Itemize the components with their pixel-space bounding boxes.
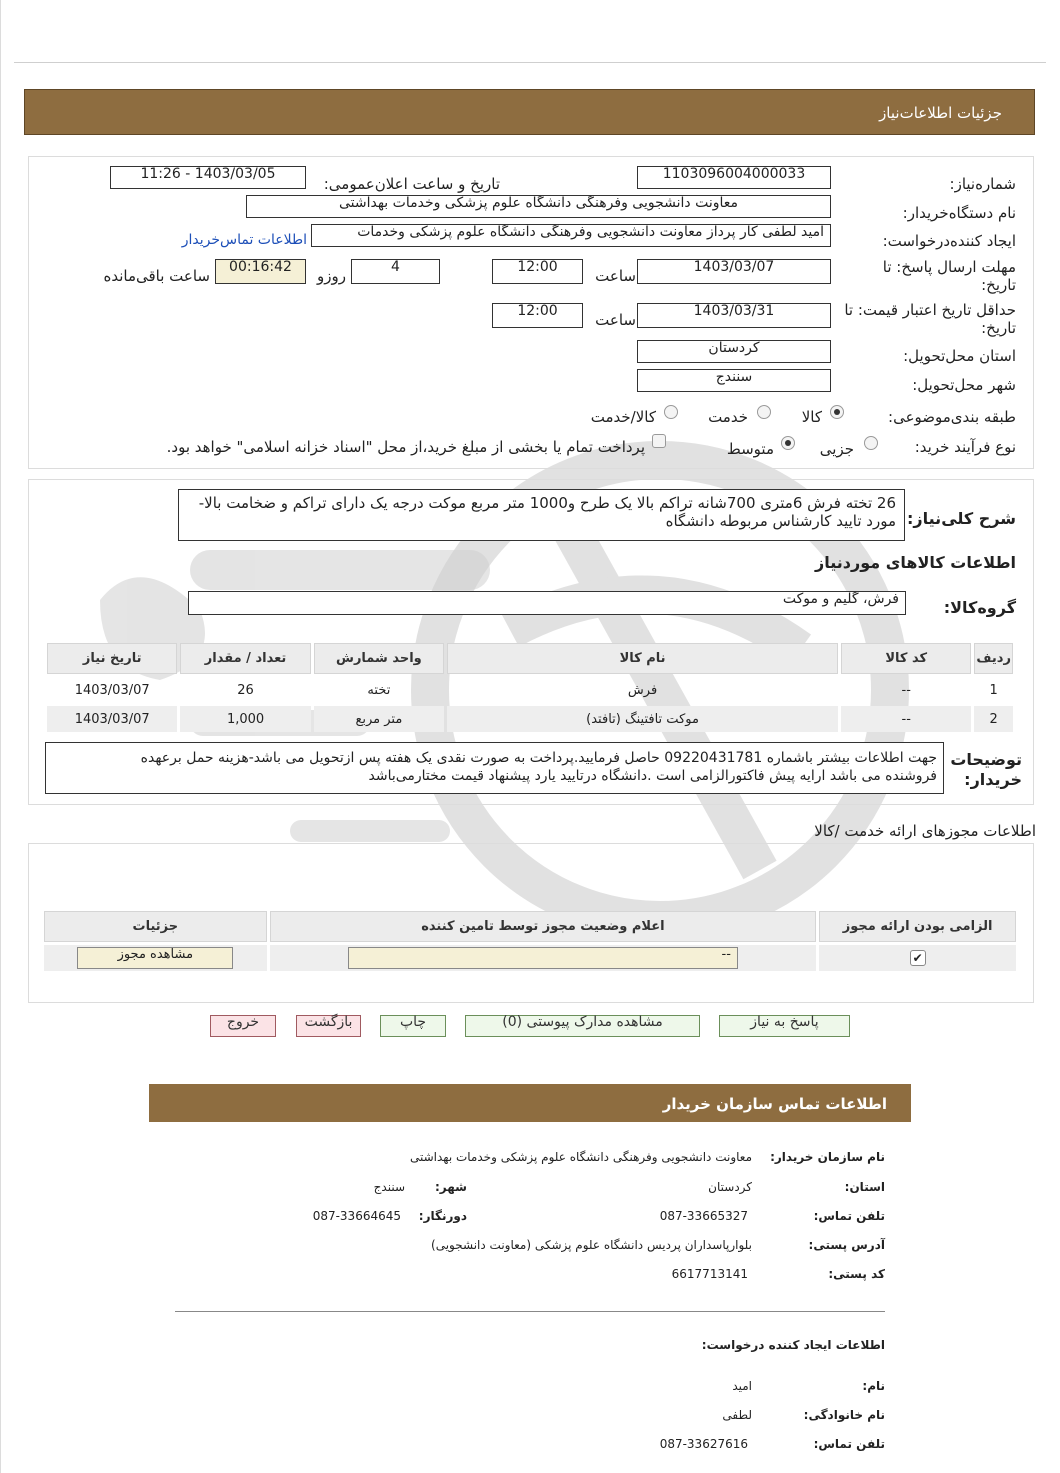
creator-last-name-label: نام خانوادگی:: [803, 1408, 885, 1422]
col-item-code: کد کالا: [841, 643, 971, 674]
org-city-label: شهر:: [435, 1180, 467, 1194]
cell-need-date: 1403/03/07: [74, 682, 150, 698]
buyer-label: نام دستگاه‌خریدار:: [902, 204, 1016, 222]
cell-row-number: 2: [974, 706, 1013, 732]
category-service-label: خدمت: [708, 408, 748, 426]
org-name-label: نام سازمان خریدار:: [770, 1150, 885, 1164]
cell-unit: متر مربع: [314, 706, 444, 732]
org-province-label: استان:: [844, 1180, 885, 1194]
creator-phone-label: تلفن تماس:: [813, 1437, 885, 1451]
category-goods-radio[interactable]: [830, 405, 844, 419]
permit-status-field: --: [348, 947, 738, 969]
buyer-notes-label: توضیحات خریدار:: [950, 750, 1022, 789]
permits-title: اطلاعات مجوزهای ارائه خدمت /کالا: [814, 822, 1036, 840]
cell-quantity: 1,000: [180, 706, 310, 732]
table-row: [47, 677, 1013, 703]
org-address-label: آدرس پستی:: [808, 1238, 885, 1252]
top-divider: [14, 62, 1046, 63]
org-divider: [175, 1311, 885, 1312]
org-contact-title: اطلاعات تماس سازمان خریدار: [662, 1095, 887, 1113]
table-row: [47, 706, 1013, 732]
deadline-time-label: ساعت: [595, 267, 636, 285]
col-permit-required: الزامی بودن ارائه مجوز: [819, 911, 1016, 942]
days-label: روزو: [317, 267, 346, 285]
need-number-label: شماره‌نیاز:: [949, 175, 1016, 193]
summary-label: شرح کلی‌نیاز:: [907, 509, 1016, 528]
remaining-time-label: ساعت باقی‌مانده: [103, 267, 210, 285]
deadline-date-field: 1403/03/07: [637, 259, 831, 284]
attachments-button[interactable]: مشاهده مدارک پیوستی (0): [465, 1015, 700, 1037]
page-header: [24, 89, 1035, 135]
process-medium-radio[interactable]: [781, 436, 795, 450]
process-minor-radio[interactable]: [864, 436, 878, 450]
deadline-label: مهلت ارسال پاسخ: تا تاریخ:: [882, 258, 1016, 294]
creator-last-name-value: لطفی: [722, 1408, 752, 1422]
remaining-time-field: 00:16:42: [215, 259, 306, 284]
org-postal-label: کد پستی:: [828, 1267, 885, 1281]
buyer-contact-link[interactable]: اطلاعات تماس‌خریدار: [181, 232, 307, 248]
col-unit: واحد شمارش: [314, 643, 444, 674]
creator-phone-value: 087-33627616: [659, 1437, 748, 1451]
buyer-notes-line-2: فروشنده می باشد ارایه پیش فاکتورالزامی است .دانشگاه درتایید یارد پیشنهاد قیمت مختارمی‌باشد: [368, 768, 937, 784]
cell-permit-details: [44, 945, 267, 971]
cell-permit-required: [819, 945, 1016, 971]
province-label: استان محل‌تحویل:: [903, 347, 1016, 365]
goods-section-title: اطلاعات کالاهای موردنیاز: [815, 553, 1016, 572]
col-row-number: ردیف: [974, 643, 1013, 674]
cell-item-name: موکت تافتینگ (تافتد): [447, 706, 838, 732]
org-contact-header: [149, 1084, 911, 1122]
page-title: جزئیات اطلاعات‌نیاز: [879, 104, 1002, 122]
validity-date-field: 1403/03/31: [637, 303, 831, 328]
permits-table: [41, 908, 1019, 974]
process-label: نوع فرآیند خرید:: [914, 438, 1016, 456]
org-address-value: بلوارپاسداران پردیس دانشگاه علوم پزشکی (معاونت دانشجویی): [431, 1238, 752, 1252]
exit-button[interactable]: خروج: [210, 1015, 276, 1037]
city-label: شهر محل‌تحویل:: [912, 376, 1016, 394]
col-permit-status: اعلام وضعیت مجوز توسط تامین کننده: [270, 911, 817, 942]
need-number-field: 1103096004000033: [637, 166, 831, 189]
deadline-time-field: 12:00: [492, 259, 583, 284]
buyer-notes-line-1: جهت اطلاعات بیشتر باشماره 09220431781 حاصل فرمایید.پرداخت به صورت نقدی یک هفته پس ازتحویل می باشد-هزینه حمل برعهده: [140, 750, 937, 766]
validity-time-field: 12:00: [492, 303, 583, 328]
org-province-value: کردستان: [708, 1180, 752, 1194]
org-city-value: سنندج: [373, 1180, 405, 1194]
process-medium-label: متوسط: [726, 440, 774, 458]
cell-unit: تخته: [367, 682, 391, 698]
treasury-payment-note: پرداخت تمام یا بخشی از مبلغ خرید،از محل "اسناد خزانه اسلامی" خواهد بود.: [166, 438, 645, 456]
org-phone-value: 087-33665327: [659, 1209, 748, 1223]
col-permit-details: جزئیات: [44, 911, 267, 942]
province-field: کردستان: [637, 340, 831, 363]
checked-checkbox-icon[interactable]: ✔: [910, 950, 926, 966]
validity-label: حداقل تاریخ اعتبار قیمت: تا تاریخ:: [844, 301, 1016, 337]
summary-line-1: 26 تخته فرش 6متری 700شانه تراکم بالا یک طرح و1000 متر مربع موکت درجه یک دارای تراکم و ضخامت بالا-: [198, 494, 896, 512]
buyer-field: معاونت دانشجویی وفرهنگی دانشگاه علوم پزشکی وخدمات بهداشتی: [246, 195, 831, 218]
announce-label: تاریخ و ساعت اعلان‌عمومی:: [323, 175, 500, 193]
cell-item-code: --: [901, 682, 911, 698]
view-permit-button[interactable]: مشاهده مجوز: [77, 947, 233, 969]
cell-need-date: 1403/03/07: [47, 706, 177, 732]
creator-first-name-value: امید: [732, 1379, 752, 1393]
goods-table-header: [47, 643, 1013, 674]
creator-section-title: اطلاعات ایجاد کننده درخواست:: [701, 1338, 885, 1352]
treasury-payment-checkbox[interactable]: [652, 434, 666, 448]
cell-item-name: فرش: [627, 682, 658, 698]
category-goods-label: کالا: [801, 408, 822, 426]
org-fax-value: 087-33664645: [312, 1209, 401, 1223]
creator-first-name-label: نام:: [862, 1379, 885, 1393]
cell-quantity: 26: [237, 682, 254, 698]
days-field: 4: [351, 259, 440, 284]
category-service-radio[interactable]: [757, 405, 771, 419]
process-minor-label: جزیی: [819, 440, 854, 458]
category-both-radio[interactable]: [664, 405, 678, 419]
validity-time-label: ساعت: [595, 311, 636, 329]
category-both-label: کالا/خدمت: [590, 408, 656, 426]
org-postal-value: 6617713141: [671, 1267, 748, 1281]
goods-group-field: فرش، گلیم و موکت: [188, 591, 906, 615]
org-fax-label: دورنگار:: [418, 1209, 467, 1223]
goods-group-label: گروه‌کالا:: [943, 598, 1016, 617]
reply-button[interactable]: پاسخ به نیاز: [719, 1015, 850, 1037]
org-phone-label: تلفن تماس:: [813, 1209, 885, 1223]
left-border: [0, 0, 1, 1473]
city-field: سنندج: [637, 369, 831, 392]
announce-field: 1403/03/05 - 11:26: [110, 166, 306, 189]
cell-permit-status: [270, 945, 817, 971]
creator-label: ایجاد کننده‌درخواست:: [882, 232, 1016, 250]
summary-line-2: مورد تایید کارشناس مربوطه دانشگاه: [665, 512, 896, 530]
back-button[interactable]: بازگشت: [296, 1015, 361, 1037]
print-button[interactable]: چاپ: [380, 1015, 446, 1037]
table-row: [44, 945, 1016, 971]
cell-row-number: 1: [989, 682, 998, 698]
goods-table: [44, 640, 1016, 735]
summary-box: [178, 489, 905, 541]
permits-table-header: [44, 911, 1016, 942]
col-item-name: نام کالا: [447, 643, 838, 674]
col-quantity: تعداد / مقدار: [180, 643, 310, 674]
category-label: طبقه بندی‌موضوعی:: [888, 408, 1016, 426]
cell-item-code: --: [841, 706, 971, 732]
col-need-date: تاریخ نیاز: [47, 643, 177, 674]
org-name-value: معاونت دانشجویی وفرهنگی دانشگاه علوم پزشکی وخدمات بهداشتی: [409, 1150, 752, 1164]
buyer-notes-box: [45, 742, 944, 794]
creator-field: امید لطفی کار پرداز معاونت دانشجویی وفرهنگی دانشگاه علوم پزشکی وخدمات: [311, 224, 831, 247]
